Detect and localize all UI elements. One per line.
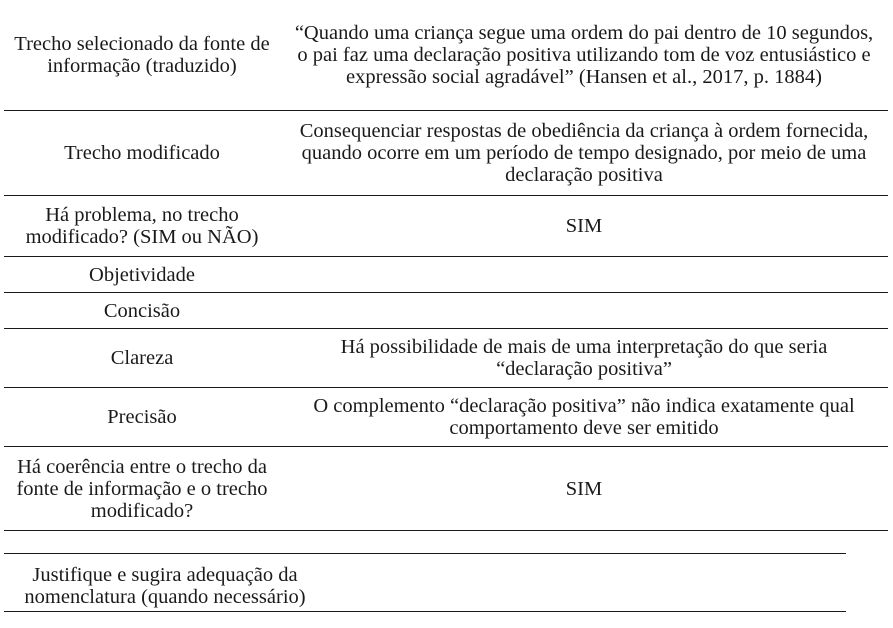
- row-value: Há possibilidade de mais de uma interpretação do que seria “declaração positiva”: [280, 329, 888, 388]
- table-row: [4, 111, 888, 196]
- row-label: Clareza: [4, 329, 280, 388]
- row-label: Trecho selecionado da fonte de informação (traduzido): [4, 0, 280, 111]
- row-value: [280, 293, 888, 329]
- evaluation-table: [4, 0, 888, 531]
- table-row: [4, 388, 888, 447]
- table-row: [4, 329, 888, 388]
- row-label: Trecho modificado: [4, 111, 280, 196]
- table-row: [4, 0, 888, 111]
- justification-label: Justifique e sugira adequação da nomenclatura (quando necessário): [24, 564, 306, 608]
- table-row: [4, 257, 888, 293]
- table-row: [4, 447, 888, 531]
- row-value: SIM: [280, 447, 888, 531]
- row-value: Consequenciar respostas de obediência da criança à ordem fornecida, quando ocorre em um período de tempo designado, por meio de uma declaração positiva: [280, 111, 888, 196]
- row-value: SIM: [280, 196, 888, 257]
- table-row: [4, 293, 888, 329]
- table-row: [4, 196, 888, 257]
- justification-block: [4, 553, 846, 612]
- row-value: O complemento “declaração positiva” não indica exatamente qual comportamento deve ser emitido: [280, 388, 888, 447]
- row-value: [280, 257, 888, 293]
- row-label: Há coerência entre o trecho da fonte de informação e o trecho modificado?: [4, 447, 280, 531]
- row-label: Há problema, no trecho modificado? (SIM ou NÃO): [4, 196, 280, 257]
- row-value: “Quando uma criança segue uma ordem do pai dentro de 10 segundos, o pai faz uma declaração positiva utilizando tom de voz entusiástico e expressão social agradável” (Hansen et al., 2017, p. 1884): [280, 0, 888, 111]
- row-label: Precisão: [4, 388, 280, 447]
- row-label: Objetividade: [4, 257, 280, 293]
- row-label: Concisão: [4, 293, 280, 329]
